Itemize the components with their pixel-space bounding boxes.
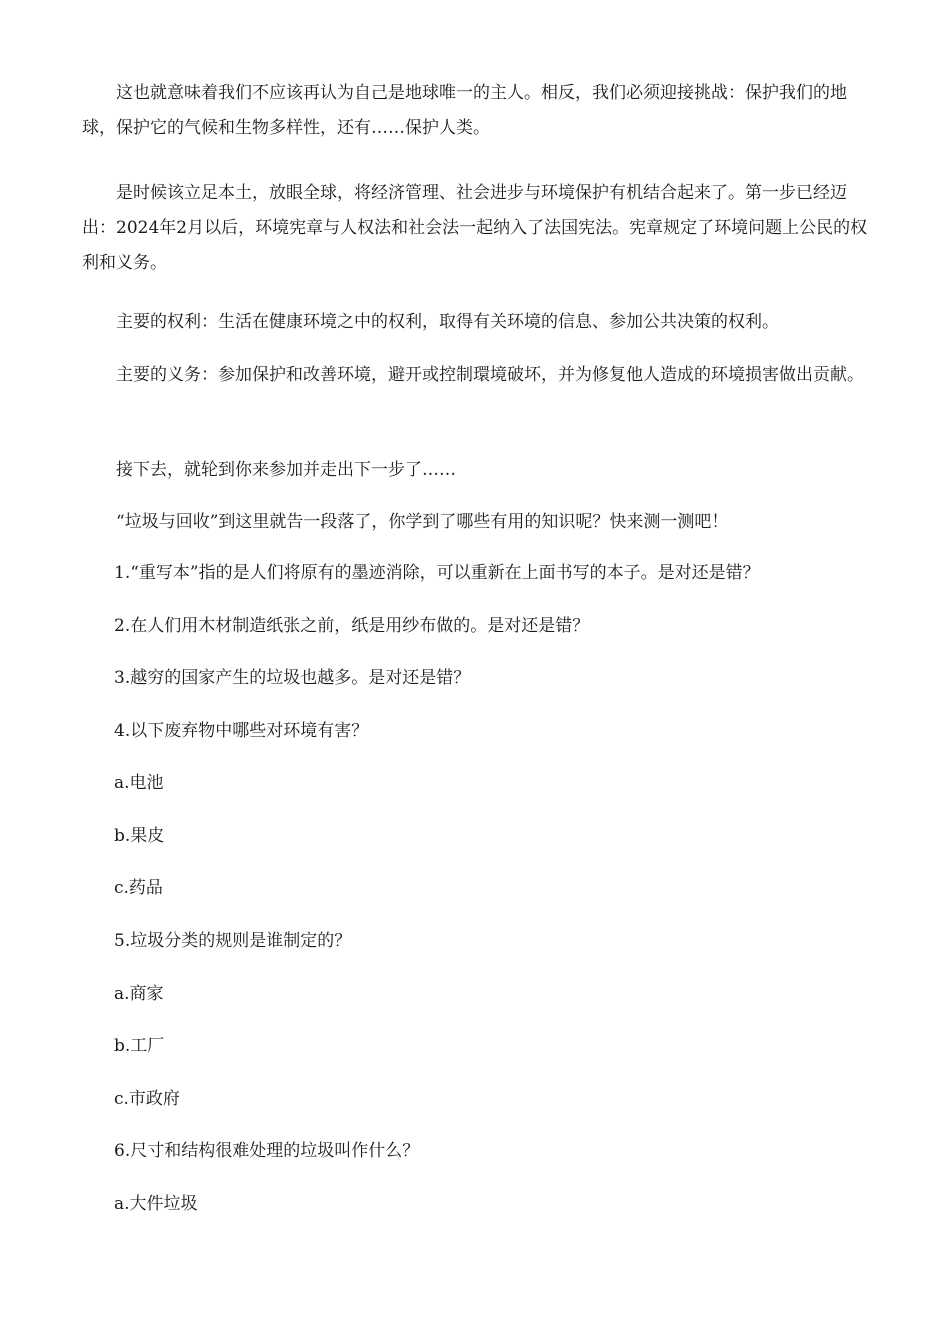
paragraph-5: 接下去，就轮到你来参加并走出下一步了…… [116, 460, 456, 480]
quiz-q5-option-a: a.商家 [114, 984, 164, 1004]
quiz-q6-option-a: a.大件垃圾 [114, 1194, 198, 1214]
quiz-q4-option-a: a.电池 [114, 773, 164, 793]
paragraph-2: 是时候该立足本土，放眼全球，将经济管理、社会进步与环境保护有机结合起来了。第一步已经迈出：2024年2月以后，环境宪章与人权法和社会法一起纳入了法国宪法。宪章规定了环境问题上公民的权利和义务。 [82, 183, 868, 273]
paragraph-6: “垃圾与回收”到这里就告一段落了，你学到了哪些有用的知识呢？快来测一测吧！ [116, 512, 729, 532]
quiz-question-6: 6.尺寸和结构很难处理的垃圾叫作什么？ [114, 1141, 420, 1161]
quiz-q4-option-c: c.药品 [114, 878, 163, 898]
paragraph-3: 主要的权利：生活在健康环境之中的权利，取得有关环境的信息、参加公共决策的权利。 [116, 312, 779, 332]
paragraph-4: 主要的义务：参加保护和改善环境，避开或控制環境破坏，并为修复他人造成的环境损害做出贡献。 [116, 365, 864, 385]
quiz-q5-option-c: c.市政府 [114, 1089, 180, 1109]
quiz-question-1: 1.“重写本”指的是人们将原有的墨迹消除，可以重新在上面书写的本子。是对还是错？ [114, 563, 760, 583]
quiz-question-5: 5.垃圾分类的规则是谁制定的？ [114, 931, 352, 951]
quiz-q5-option-b: b.工厂 [114, 1036, 165, 1056]
quiz-question-2: 2.在人们用木材制造纸张之前，纸是用纱布做的。是对还是错？ [114, 616, 590, 636]
quiz-question-4: 4.以下废弃物中哪些对环境有害？ [114, 721, 369, 741]
paragraph-1: 这也就意味着我们不应该再认为自己是地球唯一的主人。相反，我们必须迎接挑战：保护我们的地球，保护它的气候和生物多样性，还有……保护人类。 [82, 83, 847, 138]
quiz-q4-option-b: b.果皮 [114, 826, 165, 846]
quiz-question-3: 3.越穷的国家产生的垃圾也越多。是对还是错？ [114, 668, 471, 688]
